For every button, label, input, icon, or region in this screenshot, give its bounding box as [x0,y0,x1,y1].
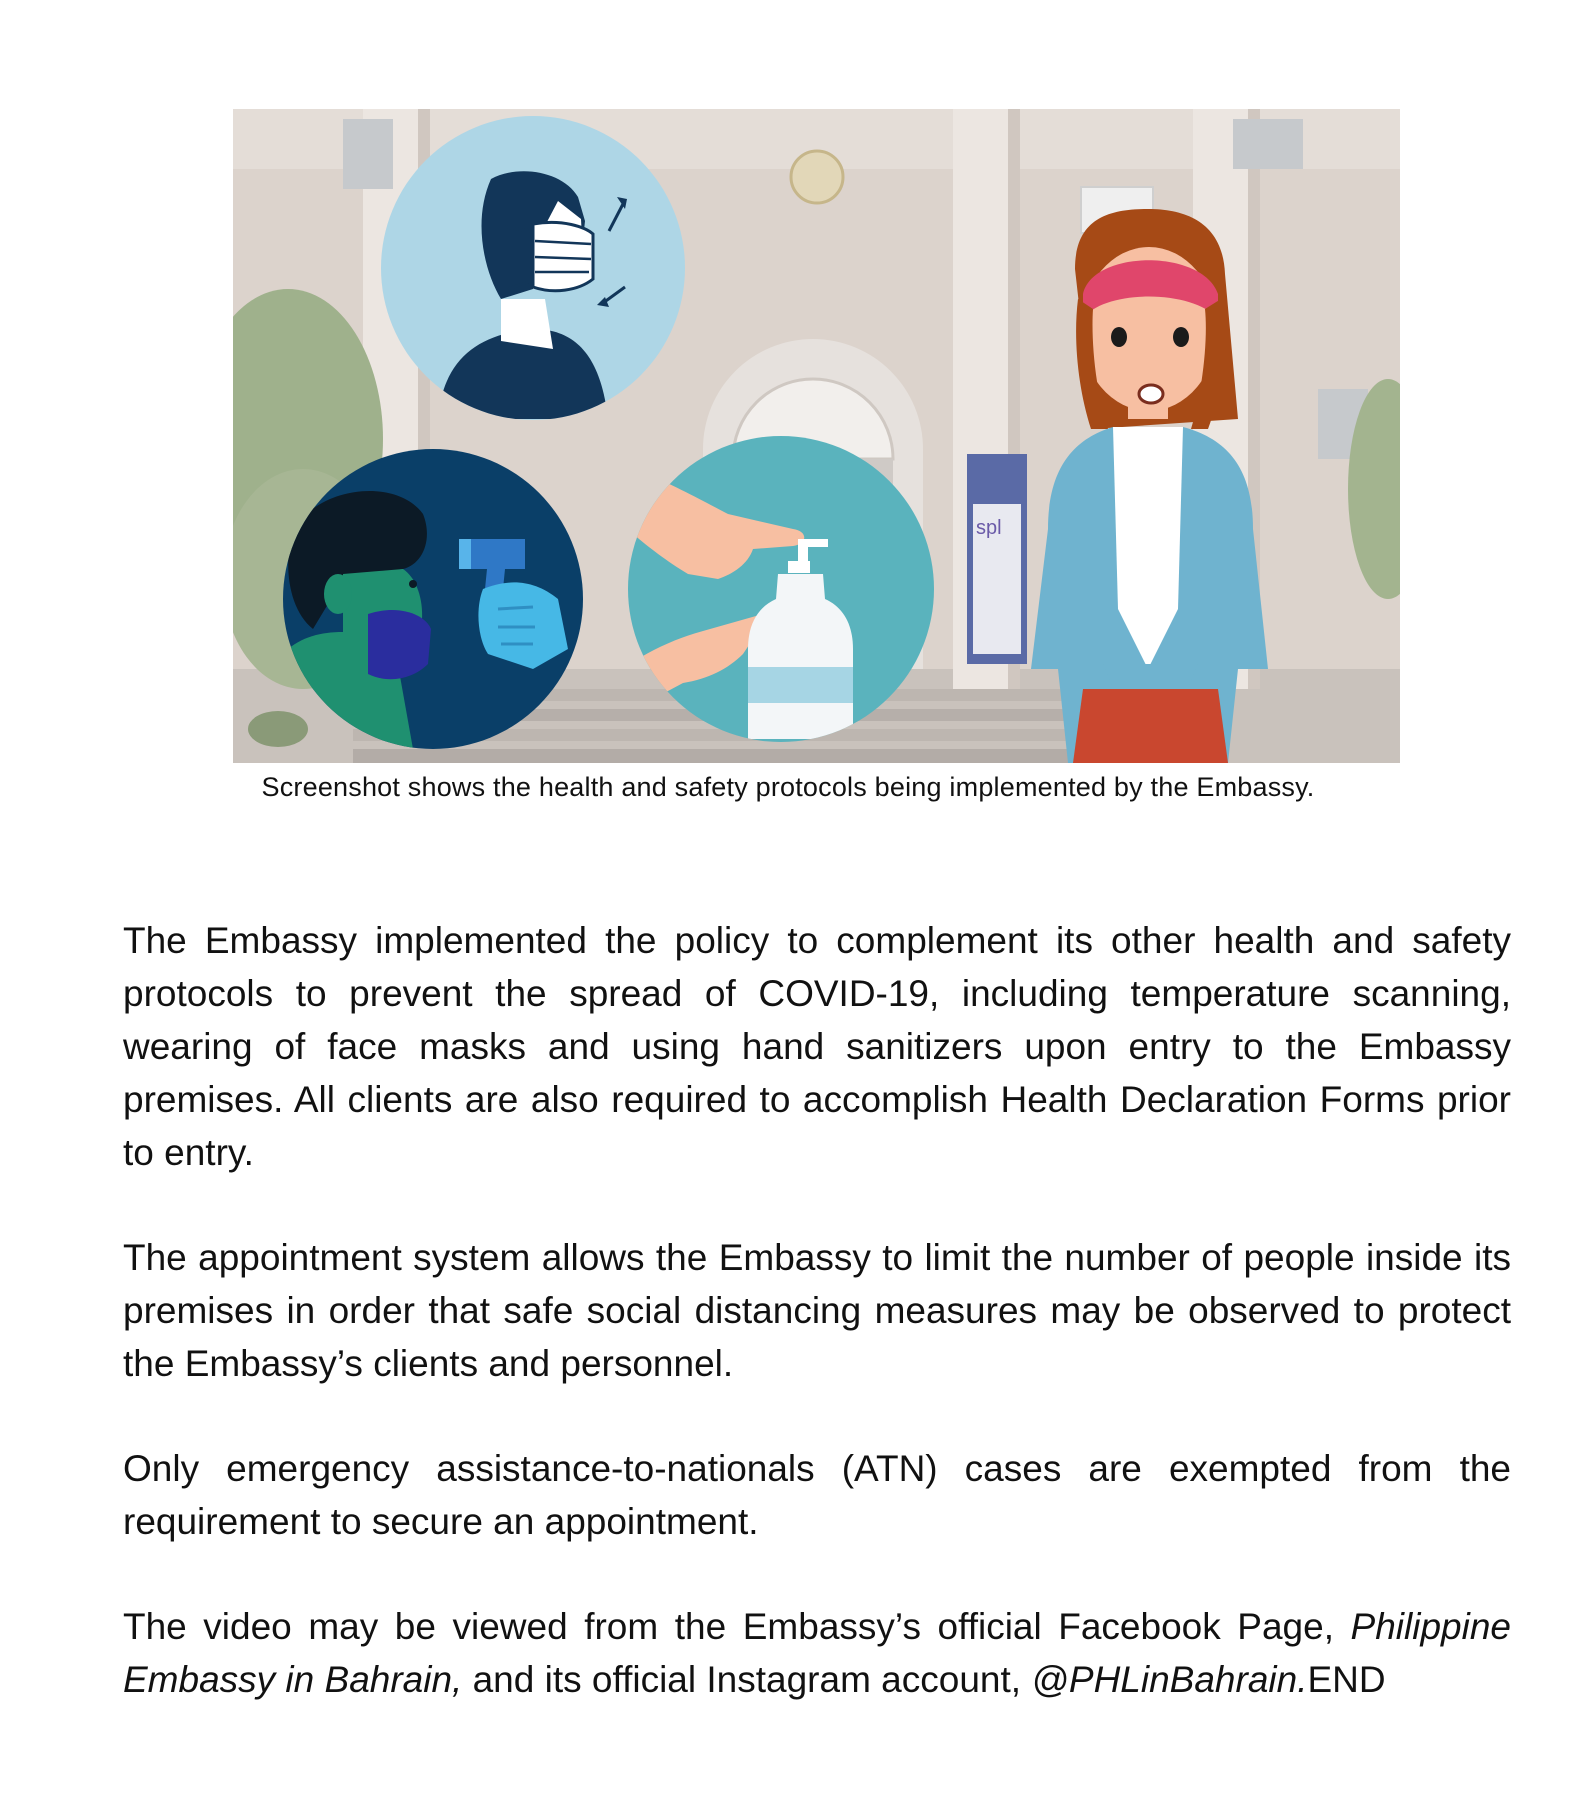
paragraph-atn-exemption: Only emergency assistance-to-nationals (ATN) cases are exempted from the requirement to secure an appointment. [123,1448,1511,1542]
figure-illustration [233,109,1400,763]
face-mask-icon [381,116,685,420]
illustration-svg [233,109,1400,763]
temperature-scan-icon [283,449,583,749]
sign-text: spl [976,517,1002,539]
paragraph-video-links [123,1600,1511,1706]
video-text-part-1: The video may be viewed from the Embassy’s official Facebook Page, [123,1606,1351,1647]
instagram-handle: @PHLinBahrain. [1031,1659,1308,1700]
figure-caption: Screenshot shows the health and safety protocols being implemented by the Embassy. [261,772,1315,802]
video-text-part-2: and its official Instagram account, [462,1659,1032,1700]
article-body [123,914,1511,1758]
paragraph-protocols: The Embassy implemented the policy to complement its other health and safety protocols to prevent the spread of COVID-19, including temperature scanning, wearing of face masks and using hand sanitizers upon entry to the Embassy premises. All clients are also required to accomplish Health Declaration Forms prior to entry. [123,920,1511,1173]
facebook-page-name: Philippine Embassy in Bahrain, [123,1606,1511,1700]
paragraph-appointment-system: The appointment system allows the Embassy to limit the number of people inside its premises in order that safe social distancing measures may be observed to protect the Embassy’s clients and personnel. [123,1237,1511,1384]
end-marker: END [1307,1659,1386,1700]
